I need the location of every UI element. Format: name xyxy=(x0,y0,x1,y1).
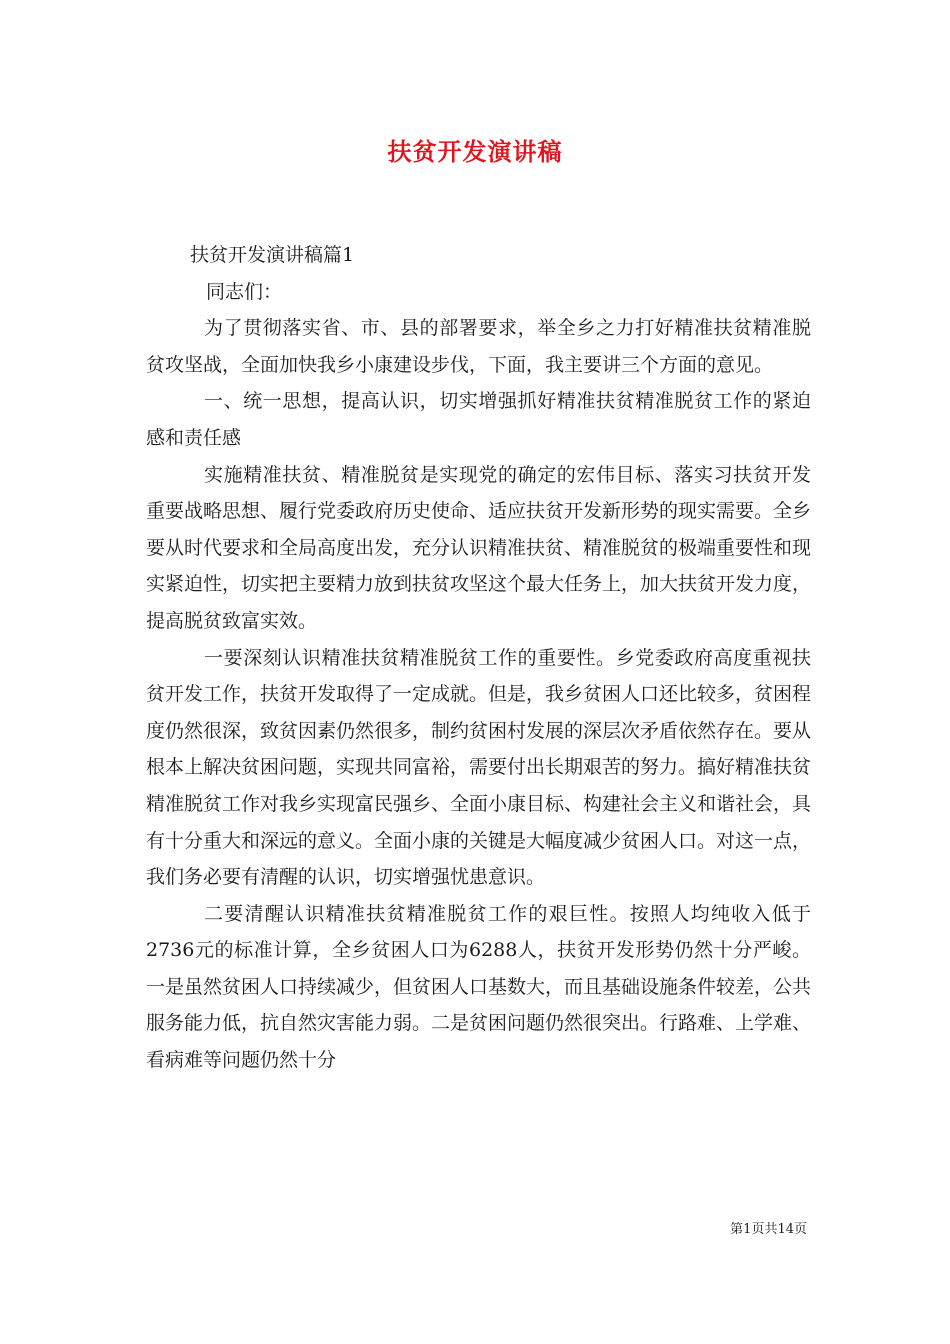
page-number: 第1页共14页 xyxy=(730,1222,807,1237)
salutation: 同志们： xyxy=(206,280,283,303)
paragraph-intro: 为了贯彻落实省、市、县的部署要求，举全乡之力打好精准扶贫精准脱贫攻坚战，全面加快我乡小康建设步伐，下面，我主要讲三个方面的意见。 xyxy=(146,317,811,376)
section-subtitle: 扶贫开发演讲稿篇1 xyxy=(190,244,355,266)
paragraph-body: 一要深刻认识精准扶贫精准脱贫工作的重要性。乡党委政府高度重视扶贫开发工作，扶贫开发取得了一定成就。但是，我乡贫困人口还比较多，贫困程度仍然很深，致贫因素仍然很多，制约贫困村发展的深层次矛盾依然存在。要从根本上解决贫困问题，实现共同富裕，需要付出长期艰苦的努力。搞好精准扶贫精准脱贫工作对我乡实现富民强乡、全面小康目标、构建社会主义和谐社会，具有十分重大和深远的意义。全面小康的关键是大幅度减少贫困人口。对这一点，我们务必要有清醒的认识，切实增强忧患意识。 xyxy=(146,646,812,889)
paragraph-body: 二要清醒认识精准扶贫精准脱贫工作的艰巨性。按照人均纯收入低于2736元的标准计算，全乡贫困人口为6288人，扶贫开发形势仍然十分严峻。一是虽然贫困人口持续减少，但贫困人口基数大，而且基础设施条件较差，公共服务能力低，抗自然灾害能力弱。二是贫困问题仍然很突出。行路难、上学难、看病难等问题仍然十分 xyxy=(146,902,812,1072)
page-title: 扶贫开发演讲稿 xyxy=(387,137,563,166)
document-body xyxy=(146,237,811,1079)
section-heading-1: 一、统一思想，提高认识，切实增强抓好精准扶贫精准脱贫工作的紧迫感和责任感 xyxy=(146,390,811,449)
paragraph-body: 实施精准扶贫、精准脱贫是实现党的确定的宏伟目标、落实习扶贫开发重要战略思想、履行党委政府历史使命、适应扶贫开发新形势的现实需要。全乡要从时代要求和全局高度出发，充分认识精准扶贫、精准脱贫的极端重要性和现实紧迫性，切实把主要精力放到扶贫攻坚这个最大任务上，加大扶贫开发力度，提高脱贫致富实效。 xyxy=(146,463,812,632)
